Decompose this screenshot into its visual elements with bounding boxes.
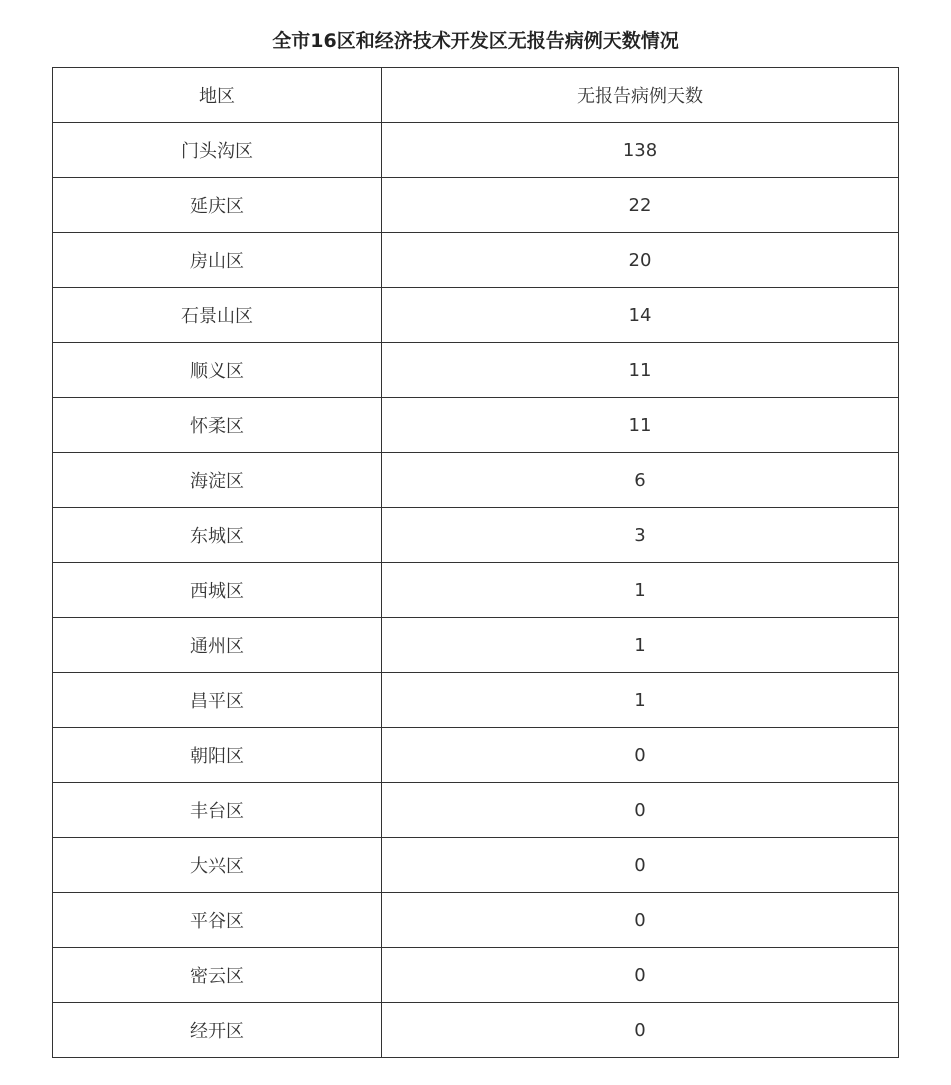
days-cell: 1 (382, 618, 899, 673)
region-cell: 房山区 (53, 233, 382, 288)
region-cell: 西城区 (53, 563, 382, 618)
days-cell: 11 (382, 398, 899, 453)
table-row (53, 948, 899, 1003)
region-cell: 石景山区 (53, 288, 382, 343)
days-cell: 6 (382, 453, 899, 508)
region-cell: 通州区 (53, 618, 382, 673)
days-cell: 0 (382, 728, 899, 783)
table-row (53, 618, 899, 673)
days-cell: 22 (382, 178, 899, 233)
region-cell: 密云区 (53, 948, 382, 1003)
region-cell: 朝阳区 (53, 728, 382, 783)
region-cell: 海淀区 (53, 453, 382, 508)
days-cell: 1 (382, 563, 899, 618)
days-cell: 20 (382, 233, 899, 288)
column-header-days: 无报告病例天数 (382, 68, 899, 123)
region-cell: 东城区 (53, 508, 382, 563)
region-cell: 大兴区 (53, 838, 382, 893)
days-cell: 14 (382, 288, 899, 343)
region-cell: 昌平区 (53, 673, 382, 728)
district-days-table (52, 67, 899, 1058)
table-header-row (53, 68, 899, 123)
region-cell: 门头沟区 (53, 123, 382, 178)
region-cell: 怀柔区 (53, 398, 382, 453)
table-row (53, 838, 899, 893)
days-cell: 11 (382, 343, 899, 398)
table-row (53, 563, 899, 618)
days-cell: 0 (382, 893, 899, 948)
days-cell: 3 (382, 508, 899, 563)
region-cell: 平谷区 (53, 893, 382, 948)
days-cell: 1 (382, 673, 899, 728)
table-row (53, 453, 899, 508)
table-row (53, 1003, 899, 1058)
table-row (53, 893, 899, 948)
table-row (53, 398, 899, 453)
table-row (53, 343, 899, 398)
days-cell: 0 (382, 1003, 899, 1058)
table-row (53, 123, 899, 178)
region-cell: 经开区 (53, 1003, 382, 1058)
days-cell: 138 (382, 123, 899, 178)
page-title: 全市16区和经济技术开发区无报告病例天数情况 (272, 30, 679, 52)
region-cell: 丰台区 (53, 783, 382, 838)
table-row (53, 233, 899, 288)
table-row (53, 728, 899, 783)
table-row (53, 178, 899, 233)
days-cell: 0 (382, 783, 899, 838)
table-row (53, 288, 899, 343)
column-header-region: 地区 (53, 68, 382, 123)
region-cell: 顺义区 (53, 343, 382, 398)
region-cell: 延庆区 (53, 178, 382, 233)
days-cell: 0 (382, 948, 899, 1003)
table-row (53, 783, 899, 838)
table-row (53, 508, 899, 563)
table-row (53, 673, 899, 728)
days-cell: 0 (382, 838, 899, 893)
